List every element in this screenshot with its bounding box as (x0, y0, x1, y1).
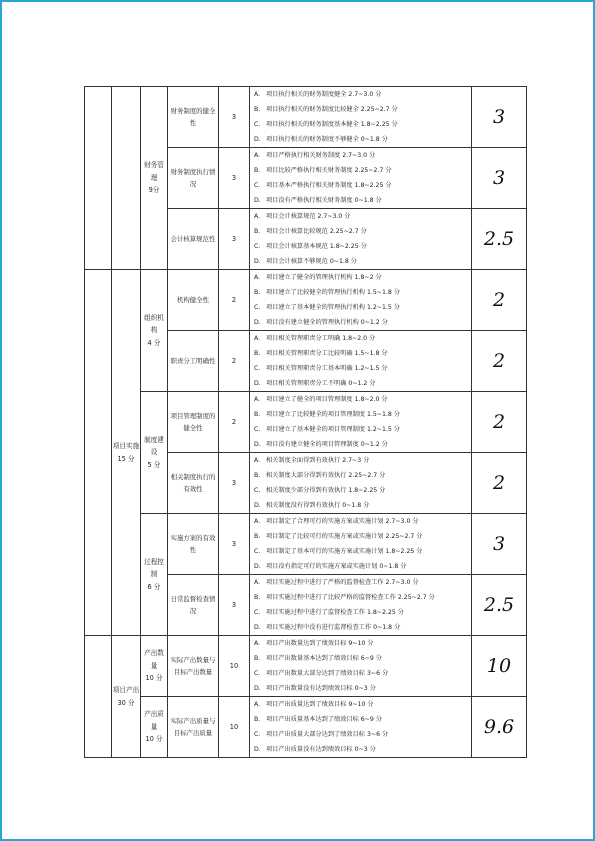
options-cell (250, 697, 472, 758)
lvl1-label: 项目产出 (112, 685, 140, 694)
option-item: D. 项目没有指定可行的实施方案或实施计划 0~1.8 分 (254, 562, 407, 570)
weight-cell: 3 (219, 575, 250, 636)
handwritten-score: 2 (472, 270, 527, 331)
table-row (85, 636, 527, 697)
option-item: A. 项目会计核算规范 2.7~3.0 分 (254, 212, 351, 220)
handwritten-score: 3 (472, 514, 527, 575)
option-item: C. 项目执行相关的财务制度基本健全 1.8~2.25 分 (254, 120, 398, 128)
option-item: C. 项目基本严格执行相关财务制度 1.8~2.25 分 (254, 181, 392, 189)
lvl2-category (141, 514, 168, 636)
option-item: D. 项目实施过程中没有进行监督检查工作 0~1.8 分 (254, 623, 401, 631)
lvl2-label: 制度建设 (144, 435, 164, 457)
handwritten-score: 10 (472, 636, 527, 697)
option-item: A. 项目制定了合理可行的实施方案或实施计划 2.7~3.0 分 (254, 517, 419, 525)
lvl2-label: 组织机构 (144, 313, 164, 335)
lvl2-points: 10 分 (145, 674, 163, 683)
indicator-cell: 财务制度的健全性 (168, 87, 219, 148)
option-item: A. 项目实施过程中进行了严格的监督检查工作 2.7~3.0 分 (254, 578, 419, 586)
weight-cell: 3 (219, 453, 250, 514)
option-item: A. 项目建立了健全的管理执行机构 1.8~2 分 (254, 273, 382, 281)
options-cell (250, 636, 472, 697)
indicator-cell: 日常监督检查情况 (168, 575, 219, 636)
options-cell (250, 331, 472, 392)
option-item: D. 项目会计核算不够规范 0~1.8 分 (254, 257, 357, 265)
option-item: A. 项目严格执行相关财务制度 2.7~3.0 分 (254, 151, 376, 159)
option-item: C. 项目产出质量大部分达到了绩效目标 3~6 分 (254, 730, 389, 738)
options-cell (250, 453, 472, 514)
option-item: C. 项目实施过程中进行了监督检查工作 1.8~2.25 分 (254, 608, 404, 616)
option-item: A. 相关制度全面得到有效执行 2.7~3 分 (254, 456, 370, 464)
table-row (85, 270, 527, 331)
option-item: B. 项目比较严格执行相关财务制度 2.25~2.7 分 (254, 166, 392, 174)
blank-cell (85, 270, 112, 636)
weight-cell: 3 (219, 209, 250, 270)
lvl2-category (141, 392, 168, 514)
option-item: A. 项目产出质量达到了绩效目标 9~10 分 (254, 700, 374, 708)
option-item: D. 项目相关管理职责分工不明确 0~1.2 分 (254, 379, 376, 387)
option-item: A. 项目执行相关的财务制度健全 2.7~3.0 分 (254, 90, 382, 98)
indicator-cell: 实际产出数量与目标产出数量 (168, 636, 219, 697)
weight-cell: 10 (219, 697, 250, 758)
blank-cell (112, 87, 141, 270)
option-item: D. 项目没有建立健全的项目管理制度 0~1.2 分 (254, 440, 388, 448)
indicator-cell: 职责分工明确性 (168, 331, 219, 392)
option-item: B. 项目制定了比较可行的实施方案或实施计划 2.25~2.7 分 (254, 532, 423, 540)
weight-cell: 2 (219, 270, 250, 331)
handwritten-score: 2.5 (472, 209, 527, 270)
option-item: B. 项目产出质量基本达到了绩效目标 6~9 分 (254, 715, 382, 723)
option-item: C. 项目建立了基本健全的项目管理制度 1.2~1.5 分 (254, 425, 400, 433)
indicator-cell: 机构健全性 (168, 270, 219, 331)
indicator-cell: 相关制度执行的有效性 (168, 453, 219, 514)
option-item: D. 相关制度没有得到有效执行 0~1.8 分 (254, 501, 370, 509)
option-item: B. 项目会计核算比较规范 2.25~2.7 分 (254, 227, 367, 235)
options-cell (250, 87, 472, 148)
evaluation-table (84, 86, 527, 758)
option-item: D. 项目没有建立健全的管理执行机构 0~1.2 分 (254, 318, 388, 326)
options-cell (250, 148, 472, 209)
blank-cell (85, 636, 112, 758)
option-item: C. 相关制度少部分得到有效执行 1.8~2.25 分 (254, 486, 386, 494)
indicator-cell: 财务制度执行情况 (168, 148, 219, 209)
weight-cell: 3 (219, 514, 250, 575)
handwritten-score: 2 (472, 331, 527, 392)
option-item: C. 项目会计核算基本规范 1.8~2.25 分 (254, 242, 367, 250)
handwritten-score: 2 (472, 453, 527, 514)
handwritten-score: 3 (472, 87, 527, 148)
lvl2-label: 过程控制 (144, 557, 164, 579)
indicator-cell: 实际产出质量与目标产出质量 (168, 697, 219, 758)
weight-cell: 3 (219, 148, 250, 209)
handwritten-score: 2 (472, 392, 527, 453)
lvl2-category (141, 697, 168, 758)
options-cell (250, 392, 472, 453)
lvl2-category (141, 87, 168, 270)
table-row (85, 514, 527, 575)
lvl1-points: 15 分 (117, 454, 135, 463)
lvl2-label: 财务管理 (144, 161, 164, 182)
option-item: A. 项目相关管理职责分工明确 1.8~2.0 分 (254, 334, 376, 342)
lvl2-category (141, 270, 168, 392)
option-item: D. 项目产出数量没有达到绩效目标 0~3 分 (254, 684, 376, 692)
lvl2-points: 5 分 (147, 460, 161, 469)
lvl1-category (112, 270, 141, 636)
lvl2-category (141, 636, 168, 697)
lvl1-category (112, 636, 141, 758)
weight-cell: 3 (219, 87, 250, 148)
option-item: B. 项目执行相关的财务制度比较健全 2.25~2.7 分 (254, 105, 398, 113)
weight-cell: 2 (219, 331, 250, 392)
option-item: B. 项目相关管理职责分工比较明确 1.5~1.8 分 (254, 349, 388, 357)
indicator-cell: 项目管理制度的健全性 (168, 392, 219, 453)
option-item: C. 项目产出数量大部分达到了绩效目标 3~6 分 (254, 669, 389, 677)
blank-cell (85, 87, 112, 270)
handwritten-score: 2.5 (472, 575, 527, 636)
lvl2-points: 9分 (148, 186, 160, 195)
lvl2-points: 6 分 (147, 582, 161, 591)
option-item: B. 项目建立了比较健全的管理执行机构 1.5~1.8 分 (254, 288, 400, 296)
lvl2-points: 4 分 (147, 338, 161, 347)
option-item: C. 项目建立了基本健全的管理执行机构 1.2~1.5 分 (254, 303, 400, 311)
options-cell (250, 209, 472, 270)
handwritten-score: 3 (472, 148, 527, 209)
indicator-cell: 会计核算规范性 (168, 209, 219, 270)
option-item: B. 相关制度大部分得到有效执行 2.25~2.7 分 (254, 471, 386, 479)
indicator-cell: 实施方案的有效性 (168, 514, 219, 575)
option-item: A. 项目产出数量达到了绩效目标 9~10 分 (254, 639, 374, 647)
table-row (85, 392, 527, 453)
weight-cell: 10 (219, 636, 250, 697)
option-item: B. 项目建立了比较健全的项目管理制度 1.5~1.8 分 (254, 410, 400, 418)
lvl2-label: 产出数量 (144, 649, 164, 670)
options-cell (250, 575, 472, 636)
option-item: C. 项目相关管理职责分工基本明确 1.2~1.5 分 (254, 364, 388, 372)
option-item: D. 项目执行相关的财务制度不够健全 0~1.8 分 (254, 135, 388, 143)
option-item: B. 项目实施过程中进行了比较严格的监督检查工作 2.25~2.7 分 (254, 593, 435, 601)
option-item: D. 项目产出质量没有达到绩效目标 0~3 分 (254, 745, 376, 753)
lvl2-points: 10 分 (145, 735, 163, 744)
options-cell (250, 514, 472, 575)
option-item: C. 项目制定了基本可行的实施方案或实施计划 1.8~2.25 分 (254, 547, 423, 555)
option-item: D. 项目没有严格执行相关财务制度 0~1.8 分 (254, 196, 382, 204)
options-cell (250, 270, 472, 331)
table-row (85, 87, 527, 148)
table-row (85, 697, 527, 758)
weight-cell: 2 (219, 392, 250, 453)
lvl2-label: 产出质量 (144, 710, 164, 731)
option-item: A. 项目建立了健全的项目管理制度 1.8~2.0 分 (254, 395, 388, 403)
lvl1-label: 项目实施 (112, 441, 140, 450)
handwritten-score: 9.6 (472, 697, 527, 758)
option-item: B. 项目产出数量基本达到了绩效目标 6~9 分 (254, 654, 382, 662)
lvl1-points: 30 分 (117, 698, 135, 707)
